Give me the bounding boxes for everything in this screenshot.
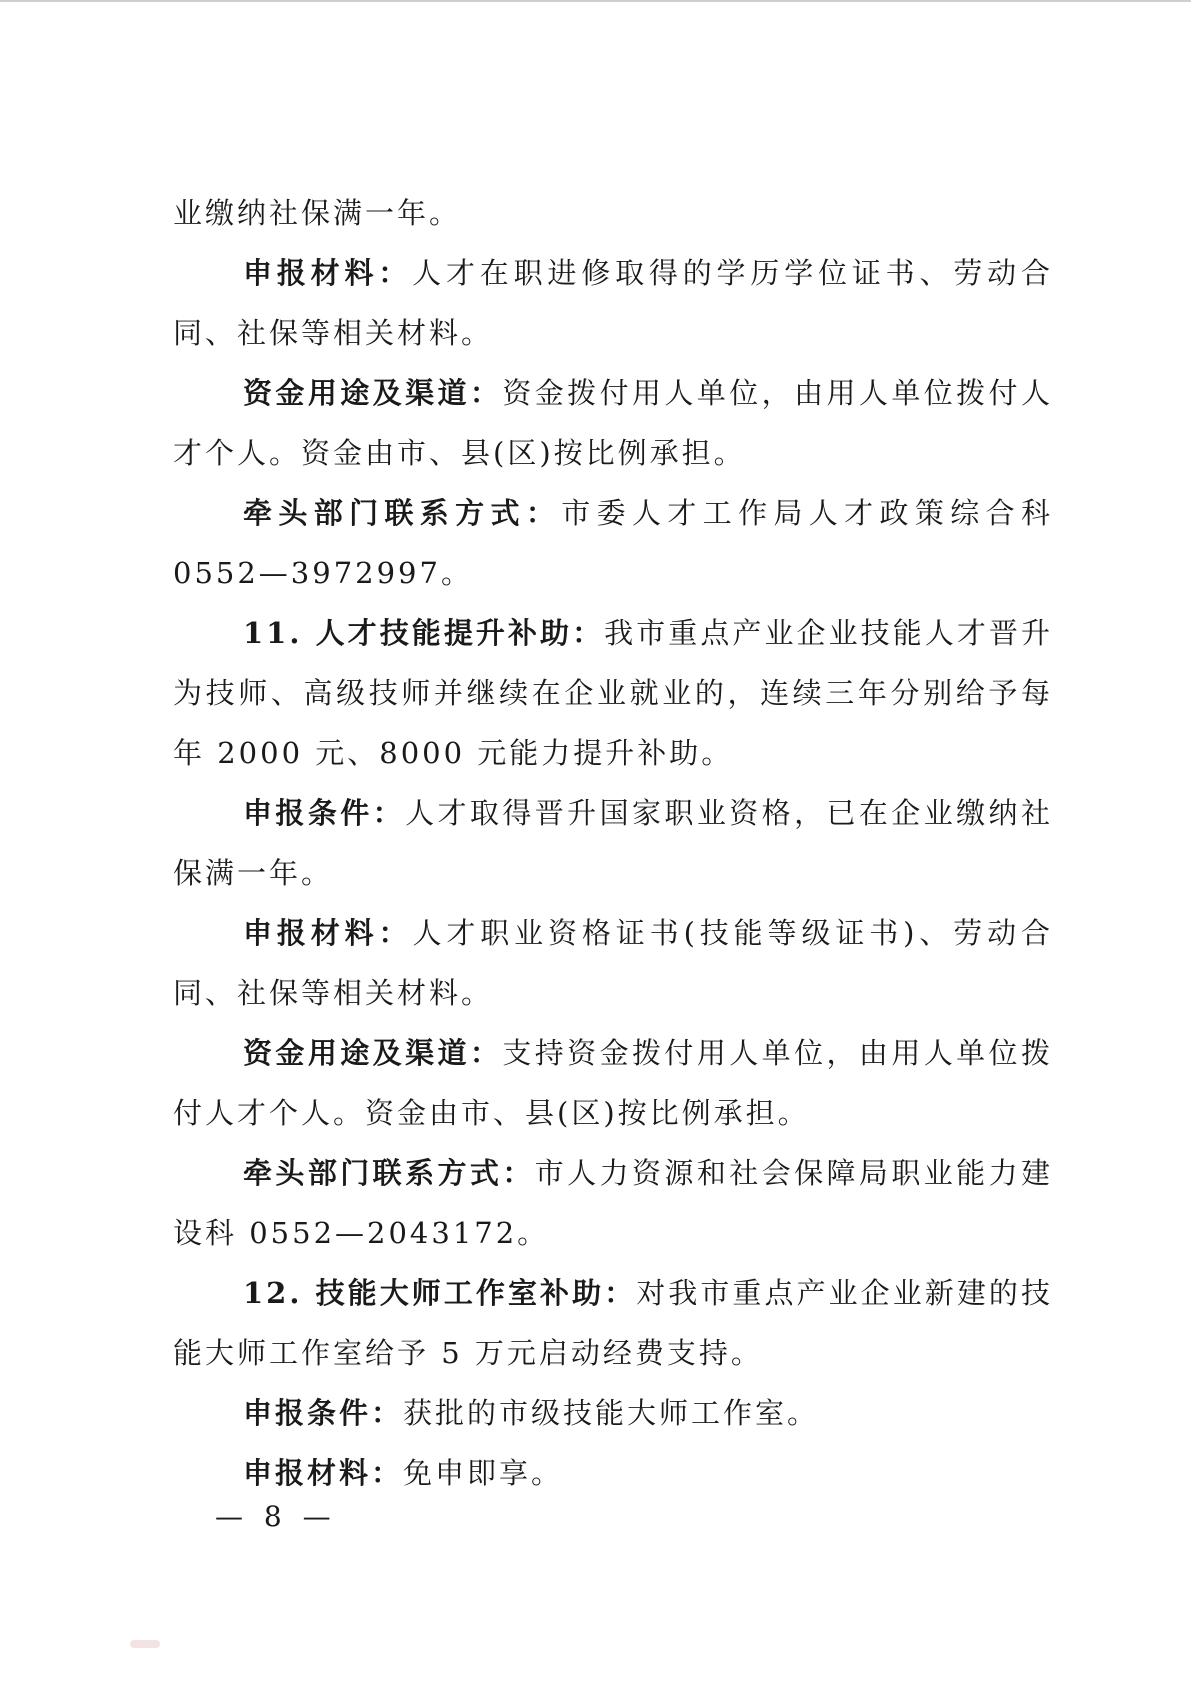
paragraph-lead: 资金用途及渠道：	[243, 376, 503, 410]
document-body	[173, 183, 1053, 1503]
paragraph-contact	[173, 483, 1053, 603]
paragraph-text: 市人力资源和社会保障局职业能力建设科 0552—2043172。	[173, 1156, 1053, 1250]
paragraph-text: 业缴纳社保满一年。	[173, 196, 462, 230]
paragraph-text: 免申即享。	[403, 1456, 564, 1490]
paragraph-application-conditions	[173, 783, 1053, 903]
paragraph-lead: 申报材料：	[243, 256, 413, 290]
paragraph-text: 人才取得晋升国家职业资格，已在企业缴纳社保满一年。	[173, 796, 1053, 890]
paragraph-text: 我市重点产业企业技能人才晋升为技师、高级技师并继续在企业就业的，连续三年分别给予每年 2000 元、8000 元能力提升补助。	[173, 616, 1053, 770]
paragraph-lead: 资金用途及渠道：	[243, 1036, 503, 1070]
paragraph-lead: 11. 人才技能提升补助：	[243, 616, 605, 650]
paragraph-text: 获批的市级技能大师工作室。	[403, 1396, 820, 1430]
paragraph-text: 市委人才工作局人才政策综合科 0552—3972997。	[173, 496, 1053, 590]
paragraph-lead: 申报材料：	[243, 916, 413, 950]
paragraph-text: 对我市重点产业企业新建的技能大师工作室给予 5 万元启动经费支持。	[173, 1276, 1053, 1370]
paragraph-application-conditions	[173, 1383, 1053, 1443]
paragraph-application-materials	[173, 243, 1053, 363]
paragraph-contact	[173, 1143, 1053, 1263]
page-top-edge	[0, 0, 1191, 2]
paragraph-text: 人才职业资格证书(技能等级证书)、劳动合同、社保等相关材料。	[173, 916, 1053, 1010]
paragraph-fund-usage	[173, 363, 1053, 483]
paragraph-application-materials	[173, 1443, 1053, 1503]
paragraph-text: 资金拨付用人单位，由用人单位拨付人才个人。资金由市、县(区)按比例承担。	[173, 376, 1053, 470]
paragraph-application-materials	[173, 903, 1053, 1023]
paragraph-lead: 12. 技能大师工作室补助：	[243, 1276, 637, 1310]
page-number: — 8 —	[215, 1500, 337, 1533]
paragraph-text: 支持资金拨付用人单位，由用人单位拨付人才个人。资金由市、县(区)按比例承担。	[173, 1036, 1053, 1130]
paragraph-item-12	[173, 1263, 1053, 1383]
paragraph-lead: 牵头部门联系方式：	[243, 1156, 535, 1190]
paragraph-continuation	[173, 183, 1053, 243]
paragraph-item-11	[173, 603, 1053, 783]
scan-speck	[130, 1640, 160, 1648]
paragraph-lead: 申报材料：	[243, 1456, 404, 1490]
paragraph-lead: 申报条件：	[243, 1396, 404, 1430]
paragraph-text: 人才在职进修取得的学历学位证书、劳动合同、社保等相关材料。	[173, 256, 1053, 350]
paragraph-fund-usage	[173, 1023, 1053, 1143]
paragraph-lead: 牵头部门联系方式：	[243, 496, 562, 530]
paragraph-lead: 申报条件：	[243, 796, 406, 830]
